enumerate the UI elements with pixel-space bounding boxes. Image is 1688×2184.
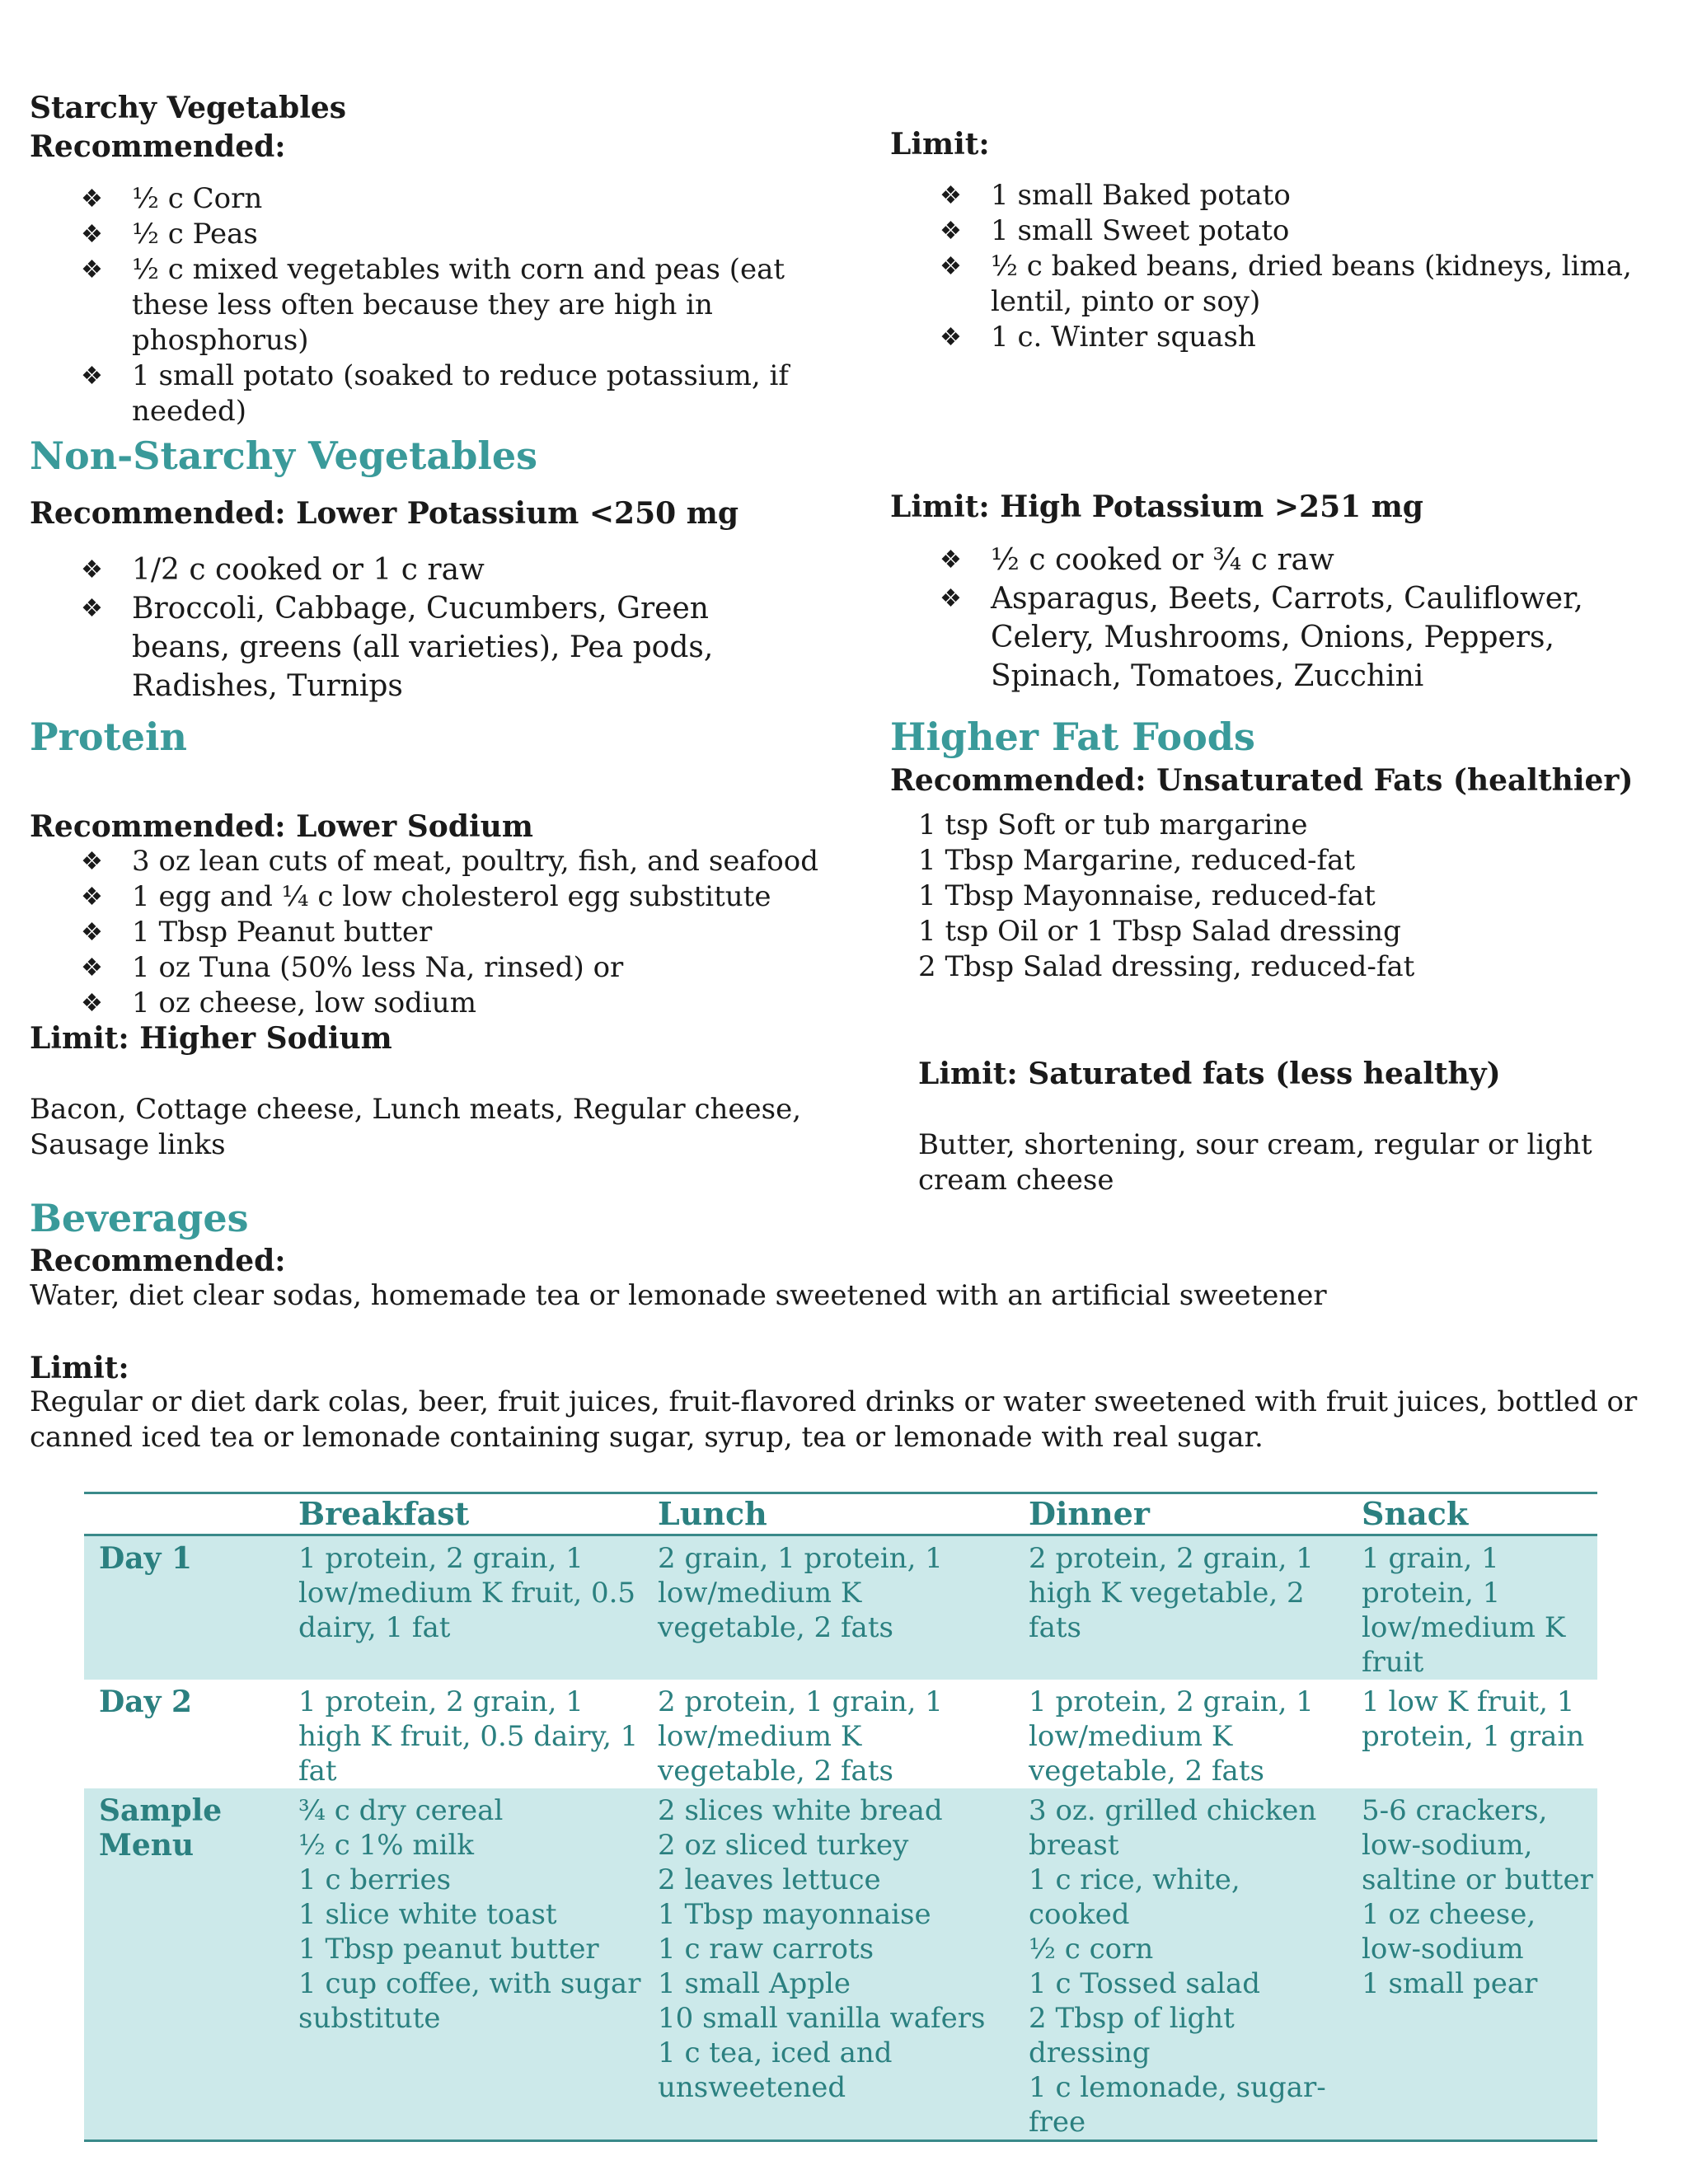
list-item-text: ½ c baked beans, dried beans (kidneys, lima, lentil, pinto or soy)	[991, 250, 1632, 318]
cell-text: 1 slice white toast	[298, 1898, 557, 1931]
row-header: Day 1	[99, 1541, 193, 1576]
cell-text: 1 protein, 2 grain, 1 high K fruit, 0.5 dairy, 1 fat	[298, 1685, 639, 1788]
list-item-text: ½ c Peas	[132, 218, 258, 251]
list-item-text: 1 small Sweet potato	[991, 214, 1290, 247]
list-item-text: 1/2 c cooked or 1 c raw	[132, 553, 485, 587]
cell-text: 1 protein, 2 grain, 1 low/medium K vegetable, 2 fats	[1029, 1685, 1314, 1788]
cell-text: 1 protein, 2 grain, 1 low/medium K fruit, 0.5 dairy, 1 fat	[298, 1542, 636, 1644]
fats-limit-text: Butter, shortening, sour cream, regular or light cream cheese	[918, 1128, 1592, 1197]
fats-recommended-list	[918, 808, 1660, 985]
list-item	[81, 181, 806, 217]
list-item	[940, 249, 1665, 320]
starchy-recommended-label: Recommended:	[30, 129, 286, 164]
diamond-bullet-icon: ❖	[940, 323, 962, 352]
cell-text: 2 slices white bread	[658, 1794, 943, 1827]
diamond-bullet-icon: ❖	[940, 546, 962, 574]
row-header: Day 2	[99, 1685, 193, 1719]
cell-text: 1 c raw carrots	[658, 1933, 874, 1966]
cell-text: 2 leaves lettuce	[658, 1863, 881, 1896]
table-cell	[643, 1788, 1014, 2141]
meal-plan-table	[84, 1492, 1597, 2142]
list-item-text: Broccoli, Cabbage, Cucumbers, Green beans, greens (all varieties), Pea pods, Radishes, Turnips	[132, 592, 714, 703]
beverages-title: Beverages	[30, 1196, 249, 1240]
diamond-bullet-icon: ❖	[81, 594, 103, 623]
cell-text: 1 cup coffee, with sugar substitute	[298, 1967, 641, 2035]
column-header: Lunch	[643, 1493, 1014, 1535]
beverages-recommended-text: Water, diet clear sodas, homemade tea or lemonade sweetened with an artificial sweetener	[30, 1279, 1327, 1312]
list-item	[81, 252, 806, 359]
cell-text: 1 c lemonade, sugar-free	[1029, 2071, 1326, 2139]
table-cell	[643, 1535, 1014, 1680]
table-row	[84, 1680, 1597, 1788]
diamond-bullet-icon: ❖	[940, 217, 962, 246]
table-cell	[1014, 1788, 1347, 2141]
cell-text: 1 small pear	[1362, 1967, 1538, 2000]
diamond-bullet-icon: ❖	[81, 220, 103, 249]
starchy-limit-label: Limit:	[890, 127, 990, 162]
diamond-bullet-icon: ❖	[940, 181, 962, 210]
table-cell	[1347, 1535, 1597, 1680]
cell-text: 2 Tbsp of light dressing	[1029, 2002, 1235, 2069]
starchy-recommended-list	[81, 181, 806, 429]
cell-text: 1 c Tossed salad	[1029, 1967, 1261, 2000]
table-row	[84, 1535, 1597, 1680]
list-item-text: Asparagus, Beets, Carrots, Cauliflower, Celery, Mushrooms, Onions, Peppers, Spinach, Tomatoes, Zucchini	[991, 582, 1583, 693]
list-item-text: 1 oz cheese, low sodium	[132, 987, 476, 1019]
column-header: Dinner	[1014, 1493, 1347, 1535]
diamond-bullet-icon: ❖	[81, 847, 103, 876]
protein-title: Protein	[30, 715, 187, 759]
cell-text: 2 grain, 1 protein, 1 low/medium K vegetable, 2 fats	[658, 1542, 943, 1644]
list-item-text: ½ c cooked or ¾ c raw	[991, 543, 1334, 577]
cell-text: ¾ c dry cereal	[298, 1794, 504, 1827]
list-item	[81, 589, 790, 705]
cell-text: 2 oz sliced turkey	[658, 1829, 909, 1862]
diamond-bullet-icon: ❖	[81, 883, 103, 912]
beverages-limit-label: Limit:	[30, 1351, 129, 1385]
list-item: 2 Tbsp Salad dressing, reduced-fat	[918, 950, 1415, 983]
diamond-bullet-icon: ❖	[81, 255, 103, 284]
table-cell	[643, 1680, 1014, 1788]
list-item: 1 Tbsp Margarine, reduced-fat	[918, 844, 1356, 877]
protein-recommended-label: Recommended: Lower Sodium	[30, 809, 533, 844]
cell-text: 1 Tbsp mayonnaise	[658, 1898, 931, 1931]
table-cell	[284, 1535, 643, 1680]
fats-title: Higher Fat Foods	[890, 715, 1255, 759]
list-item	[81, 359, 806, 429]
cell-text: ½ c 1% milk	[298, 1829, 474, 1862]
list-item-text: 1 Tbsp Peanut butter	[132, 916, 433, 949]
list-item	[940, 178, 1665, 213]
list-item	[940, 541, 1665, 579]
column-header: Snack	[1347, 1493, 1597, 1535]
list-item: 1 tsp Oil or 1 Tbsp Salad dressing	[918, 915, 1401, 948]
diamond-bullet-icon: ❖	[81, 918, 103, 947]
diamond-bullet-icon: ❖	[81, 185, 103, 213]
list-item: 1 tsp Soft or tub margarine	[918, 808, 1308, 841]
table-cell	[1347, 1680, 1597, 1788]
fats-recommended-label: Recommended: Unsaturated Fats (healthier)	[890, 763, 1634, 798]
column-header: Breakfast	[284, 1493, 643, 1535]
nonstarchy-recommended-list	[81, 551, 790, 705]
nonstarchy-limit-label: Limit: High Potassium >251 mg	[890, 490, 1423, 524]
beverages-recommended-label: Recommended:	[30, 1244, 286, 1278]
starchy-title: Starchy Vegetables	[30, 91, 347, 125]
list-item-text: 1 c. Winter squash	[991, 321, 1256, 354]
table-cell	[1014, 1680, 1347, 1788]
diamond-bullet-icon: ❖	[81, 989, 103, 1018]
list-item	[940, 213, 1665, 249]
cell-text: 1 c tea, iced and unsweetened	[658, 2036, 893, 2104]
list-item	[940, 320, 1665, 355]
list-item-text: ½ c mixed vegetables with corn and peas (eat these less often because they are high in phosphorus)	[132, 253, 785, 357]
list-item	[81, 915, 839, 950]
list-item	[81, 879, 839, 915]
list-item-text: 1 oz Tuna (50% less Na, rinsed) or	[132, 951, 624, 984]
diamond-bullet-icon: ❖	[81, 362, 103, 391]
nonstarchy-title: Non-Starchy Vegetables	[30, 434, 537, 478]
starchy-limit-list	[940, 178, 1665, 355]
table-row	[84, 1788, 1597, 2141]
list-item: 1 Tbsp Mayonnaise, reduced-fat	[918, 879, 1376, 912]
table-cell	[1347, 1788, 1597, 2141]
diamond-bullet-icon: ❖	[81, 954, 103, 982]
list-item-text: 1 egg and ¼ c low cholesterol egg substitute	[132, 880, 771, 913]
list-item	[81, 986, 839, 1021]
nonstarchy-recommended-label: Recommended: Lower Potassium <250 mg	[30, 496, 738, 531]
protein-recommended-list	[81, 844, 839, 1021]
beverages-limit-text: Regular or diet dark colas, beer, fruit juices, fruit-flavored drinks or water sweetened with fruit juices, bottled or canned iced tea or lemonade containing sugar, syrup, tea or lemonade with real sugar.	[30, 1385, 1638, 1454]
table-cell	[284, 1788, 643, 2141]
cell-text: 3 oz. grilled chicken breast	[1029, 1794, 1317, 1862]
list-item	[81, 844, 839, 879]
list-item-text: ½ c Corn	[132, 182, 263, 215]
cell-text: 1 small Apple	[658, 1967, 851, 2000]
diamond-bullet-icon: ❖	[940, 252, 962, 281]
cell-text: 1 low K fruit, 1 protein, 1 grain	[1362, 1685, 1585, 1753]
list-item	[81, 950, 839, 986]
cell-text: 1 c rice, white, cooked	[1029, 1863, 1240, 1931]
cell-text: 1 grain, 1 protein, 1 low/medium K fruit	[1362, 1542, 1566, 1679]
cell-text: 2 protein, 1 grain, 1 low/medium K vegetable, 2 fats	[658, 1685, 943, 1788]
row-header: Sample Menu	[84, 1788, 284, 2141]
cell-text: 2 protein, 2 grain, 1 high K vegetable, 2 fats	[1029, 1542, 1314, 1644]
list-item-text: 1 small Baked potato	[991, 179, 1291, 212]
list-item-text: 3 oz lean cuts of meat, poultry, fish, and seafood	[132, 845, 818, 878]
table-header-row	[84, 1493, 1597, 1535]
table-cell	[284, 1680, 643, 1788]
fats-limit-label: Limit: Saturated fats (less healthy)	[918, 1057, 1501, 1091]
cell-text: 1 Tbsp peanut butter	[298, 1933, 599, 1966]
list-item-text: 1 small potato (soaked to reduce potassium, if needed)	[132, 359, 789, 428]
cell-text: 10 small vanilla wafers	[658, 2002, 986, 2035]
cell-text: 1 oz cheese, low-sodium	[1362, 1898, 1536, 1966]
cell-text: 1 c berries	[298, 1863, 452, 1896]
cell-text: ½ c corn	[1029, 1933, 1154, 1966]
table-cell	[1014, 1535, 1347, 1680]
protein-limit-text: Bacon, Cottage cheese, Lunch meats, Regular cheese, Sausage links	[30, 1093, 802, 1161]
cell-text: 5-6 crackers, low-sodium, saltine or butter	[1362, 1794, 1593, 1896]
column-header	[84, 1493, 284, 1535]
list-item	[940, 579, 1665, 696]
list-item	[81, 551, 790, 589]
list-item	[81, 217, 806, 252]
diamond-bullet-icon: ❖	[81, 555, 103, 584]
nonstarchy-limit-list	[940, 541, 1665, 696]
protein-limit-label: Limit: Higher Sodium	[30, 1021, 392, 1056]
diamond-bullet-icon: ❖	[940, 584, 962, 613]
